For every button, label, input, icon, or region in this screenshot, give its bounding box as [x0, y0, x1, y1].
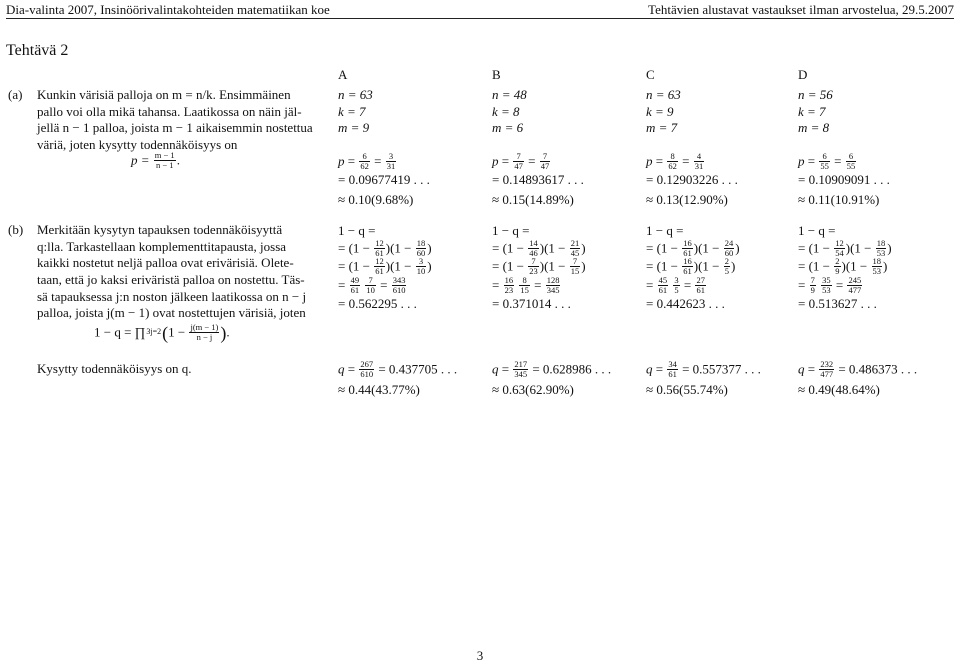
task-title: Tehtävä 2 [6, 42, 69, 59]
column-p: p = $\frac{6}{55}$ = $\frac{6}{55}$ = 0.10909091 . . . ≈ 0.11(10.91%) [798, 151, 890, 208]
part-b-formula: 1 − q = ∏3j=2(1 − $\frac{j(m - 1)}{n - j}$ ). [94, 322, 230, 343]
column-head: A [338, 67, 348, 82]
part-a-label: (a) [8, 87, 23, 102]
part-a-line: väriä, joten kysytty todennäköisyys on [37, 136, 238, 152]
column-p: p = $\frac{7}{47}$ = $\frac{7}{47}$ = 0.14893617 . . . ≈ 0.15(14.89%) [492, 151, 584, 208]
column-q: q = $\frac{34}{61}$ = 0.557377 . . . ≈ 0.56(55.74%) [646, 359, 761, 397]
column-q: q = $\frac{232}{477}$ = 0.486373 . . . ≈ 0.49(48.64%) [798, 359, 918, 397]
column-p: p = $\frac{6}{62}$ = $\frac{3}{31}$ = 0.09677419 . . . ≈ 0.10(9.68%) [338, 151, 430, 208]
part-a-text [37, 87, 313, 154]
part-b-label: (b) [8, 222, 24, 237]
column-p: p = $\frac{8}{62}$ = $\frac{4}{31}$ = 0.12903226 . . . ≈ 0.13(12.90%) [646, 151, 738, 208]
column-q-complement: 1 − q = = (1 − $\frac{14}{46}$ )(1 − $\frac{21}{45}$ ) = (1 − $\frac{7}{23}$ )(1 − $\frac{7}{15}$ ) = $\frac{16}{23}$ $\frac{8}{15}$ = $\frac{128}{345}$ = 0.371014 . . . [492, 223, 586, 312]
column-params: n = 63 k = 9 m = 7 [646, 87, 681, 136]
column-q-complement: 1 − q = = (1 − $\frac{12}{54}$ )(1 − $\frac{18}{53}$ ) = (1 − $\frac{2}{9}$ )(1 − $\frac{18}{53}$ ) = $\frac{7}{9}$ $\frac{35}{53}$ = $\frac{245}{477}$ = 0.513627 . . . [798, 223, 892, 312]
part-b-line: Merkitään kysytyn tapauksen todennäköisyyttä [37, 222, 283, 237]
column-head: D [798, 67, 808, 82]
column-head: C [646, 67, 655, 82]
part-b-line: q:lla. Tarkastellaan komplementtitapausta, jossa [37, 238, 287, 254]
asked-probability: Kysytty todennäköisyys on q. [37, 361, 192, 376]
part-b-line: sä tapauksessa j:n noston jälkeen laatikossa on n − j [37, 288, 307, 304]
column-q-complement: 1 − q = = (1 − $\frac{16}{61}$ )(1 − $\frac{24}{60}$ ) = (1 − $\frac{16}{61}$ )(1 − $\frac{2}{5}$ ) = $\frac{45}{61}$ $\frac{3}{5}$ = $\frac{27}{61}$ = 0.442623 . . . [646, 223, 740, 312]
column-q: q = $\frac{217}{345}$ = 0.628986 . . . ≈ 0.63(62.90%) [492, 359, 612, 397]
part-a-line: jellä n − 1 palloa, joista m − 1 aikaisemmin nostettua [37, 120, 313, 136]
page-header [6, 2, 954, 18]
page-number: 3 [476, 648, 484, 664]
header-left: Dia-valinta 2007, Insinöörivalintakohteiden matematiikan koe [6, 2, 330, 17]
column-params: n = 63 k = 7 m = 9 [338, 87, 373, 136]
header-rule [6, 18, 954, 19]
column-q: q = $\frac{267}{610}$ = 0.437705 . . . ≈ 0.44(43.77%) [338, 359, 458, 397]
part-b-text [37, 222, 305, 322]
header-right: Tehtävien alustavat vastaukset ilman arvostelua, 29.5.2007 [648, 2, 954, 17]
column-head: B [492, 67, 501, 82]
column-q-complement: 1 − q = = (1 − $\frac{12}{61}$ )(1 − $\frac{18}{60}$ ) = (1 − $\frac{12}{61}$ )(1 − $\frac{3}{10}$ ) = $\frac{49}{61}$ $\frac{7}{10}$ = $\frac{343}{610}$ = 0.562295 . . . [338, 223, 432, 312]
part-a-line: Kunkin värisiä palloja on m = n/k. Ensimmäinen [37, 87, 291, 102]
part-a-line: pallo voi olla mikä tahansa. Laatikossa on näin jäl- [37, 103, 302, 119]
part-b-line: palloa, joista j(m − 1) ovat nostettujen värisiä, joten [37, 305, 306, 321]
part-a-formula: p = $\frac{m - 1}{n - 1}$ . [131, 150, 180, 170]
column-params: n = 56 k = 7 m = 8 [798, 87, 833, 136]
part-b-line: kaikki nostetut neljä palloa ovat erivärisiä. Olete- [37, 255, 294, 271]
part-b-line: taan, että jo kaksi eriväristä palloa on nostettu. Täs- [37, 271, 305, 287]
column-params: n = 48 k = 8 m = 6 [492, 87, 527, 136]
